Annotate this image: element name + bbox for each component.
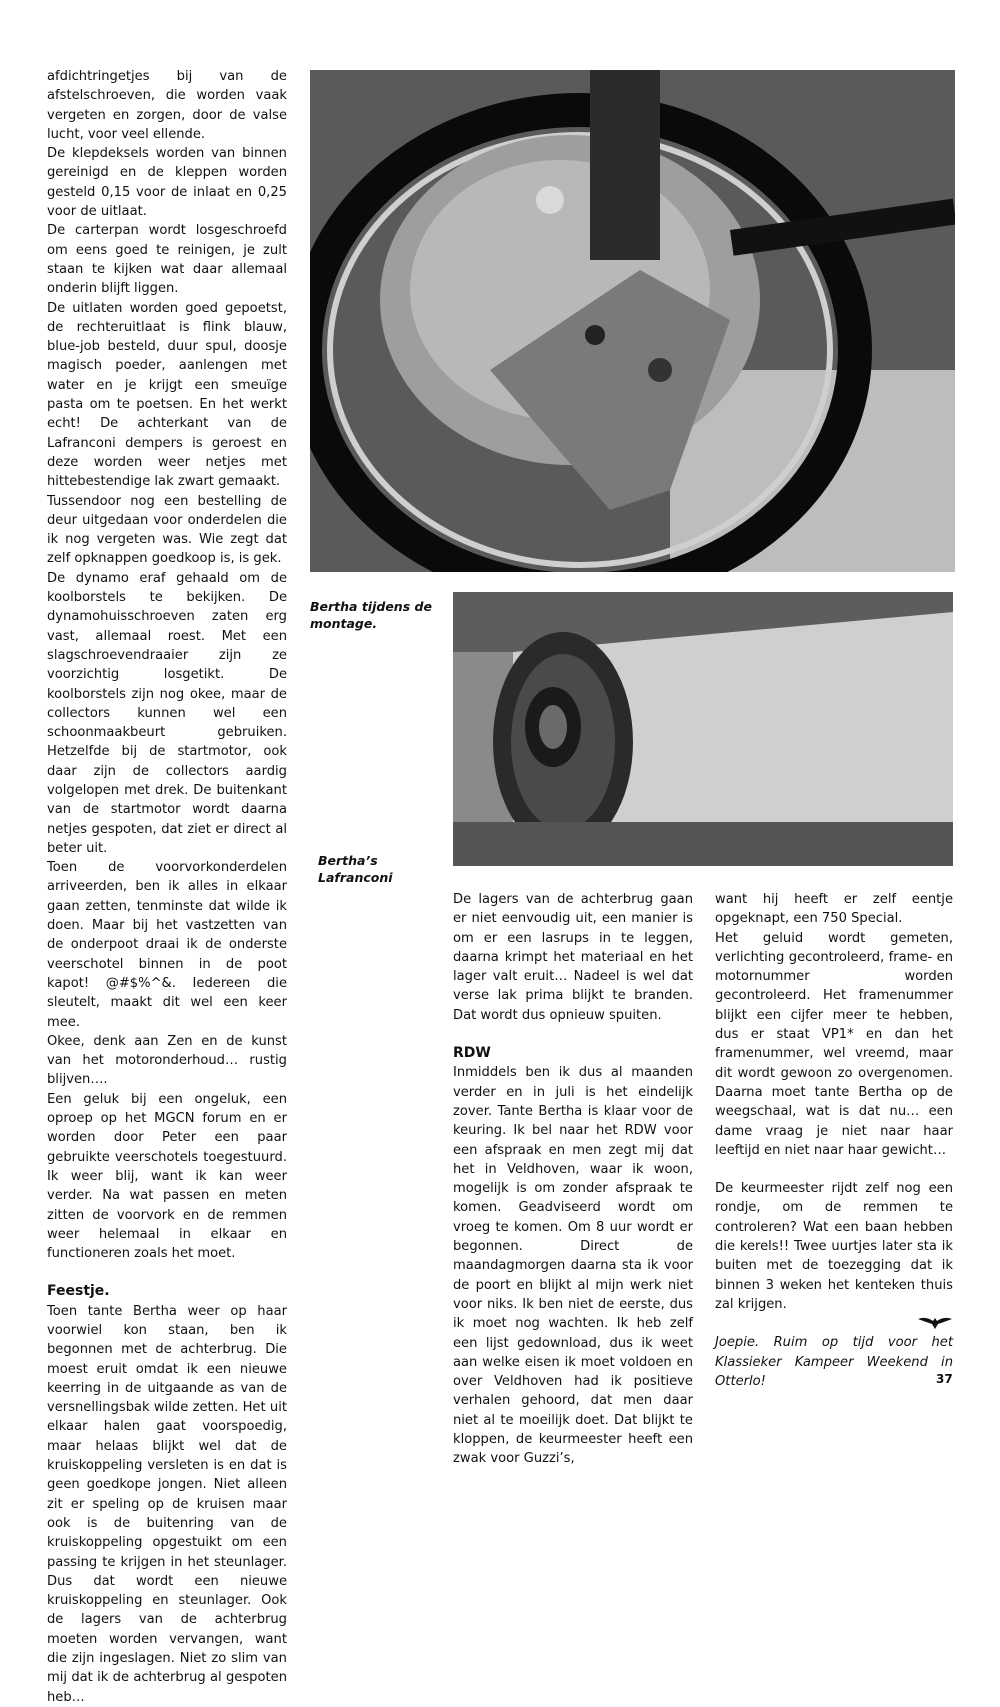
photo-caption: Bertha’s Lafranconi (318, 853, 393, 885)
exhaust-illustration (453, 592, 953, 866)
rear-wheel-illustration (310, 70, 955, 572)
paragraph: Toen tante Bertha weer op haar voorwiel kon staan, ben ik begonnen met de achterbrug. Die moest eruit omdat ik een nieuwe keerring in de uitgaande as van de versnellingsbak wilde zetten. Het uit elkaar halen gaat voorspoedig, maar helaas blijkt wel dat de kruiskoppeling versleten is en dat is geen goedkope jongen. Niet alleen zit er speling op de kruisen maar ook is de buitenring van de kruiskoppeling opgestuikt om een passing te krijgen in het steunlager. Dus dat wordt een nieuwe kruiskoppeling en steunlager. Ook de lagers van de achterbrug moeten worden vervangen, want die zijn ingeslagen. Niet zo slim van mij dat ik de achterbrug al gespoten heb… (47, 1303, 287, 1705)
text-column-left (47, 67, 287, 1707)
page-number: 37 (936, 1372, 953, 1386)
paragraph: De keurmeester rijdt zelf nog een rondje, om de remmen te controleren? Wat een baan hebben die kerels!! Twee uurtjes later sta ik buiten met de toezegging dat ik binnen 3 weken het kenteken thuis zal krijgen. (715, 1181, 953, 1312)
paragraph: want hij heeft er zelf eentje opgeknapt, een 750 Special. (715, 892, 953, 927)
closing-remark: Joepie. Ruim op tijd voor het Klassieker Kampeer Weekend in Otterlo! (715, 1335, 953, 1389)
paragraph: De lagers van de achterbrug gaan er niet eenvoudig uit, een manier is om er een lasrups in te leggen, daarna krimpt het materiaal en het lager valt eruit… Nadeel is wel dat verse lak prima blijkt te branden. Dat wordt dus opnieuw spuiten. (453, 892, 693, 1023)
paragraph: Inmiddels ben ik dus al maanden verder en in juli is het eindelijk zover. Tante Bertha is klaar voor de keuring. Ik bel naar het RDW voor een afspraak en men zegt mij dat het in Veldhoven, waar ik woon, mogelijk is om zonder afspraak te komen. Geadviseerd wordt om vroeg te komen. Om 8 uur wordt er begonnen. Direct de maandagmorgen daarna sta ik voor de poort en blijkt al mijn werk niet voor niks. Ik ben niet de eerste, dus ik moet nog wachten. Ik heb zelf een lijst gedownload, dus ik weet aan welke eisen ik moet voldoen en over Veldhoven had ik positieve verhalen gehoord, dat men daar niet al te moeilijk doet. Dat blijkt te kloppen, de keurmeester heeft een zwak voor Guzzi’s, (453, 1065, 693, 1467)
paragraph: Toen de voorvorkonderdelen arriveerden, ben ik alles in elkaar gaan zetten, tenminste dat wilde ik doen. Maar bij het vastzetten van de onderpoot draai ik de onderste veerschotel binnen in de poot kapot! @#$%^&. Iedereen die sleutelt, maakt dit wel een keer mee. (47, 860, 287, 1030)
paragraph: Het geluid wordt gemeten, verlichting gecontroleerd, frame- en motornummer worden gecontroleerd. Het framenummer blijkt een cijfer meer te hebben, dus er staat VP1* en dan het framenummer, wel vreemd, maar dit wordt gewoon zo overgenomen. Daarna moet tante Bertha op de weegschaal, wat is dat nu… een dame vraag je niet naar haar leeftijd en niet naar haar gewicht… (715, 930, 953, 1158)
paragraph: afdichtringetjes bij van de afstelschroeven, die worden vaak vergeten en zorgen, door de valse lucht, voor veel ellende. (47, 69, 287, 142)
paragraph: De dynamo eraf gehaald om de koolborstels te bekijken. De dynamohuisschroeven zaten erg vast, allemaal roest. Met een slagschroevendraaier zijn ze voorzichtig losgetikt. De koolborstels zijn nog okee, maar de collectors kunnen wel een schoonmaakbeurt gebruiken. Hetzelfde bij de startmotor, ook daar zijn de collectors aardig volgelopen met drek. De buitenkant van de startmotor wordt daarna netjes gespoten, dat ziet er direct al beter uit. (47, 570, 287, 856)
text-column-middle (453, 890, 693, 1469)
photo-rear-wheel-brake (310, 70, 955, 572)
paragraph: De uitlaten worden goed gepoetst, de rechteruitlaat is flink blauw, blue-job besteld, duur spul, doosje magisch poeder, aanlengen met water en je krijgt een smeuïge pasta om te poetsen. En het werkt echt! De achterkant van de Lafranconi dempers is geroest en deze worden weer netjes met hittebestendige lak zwart gemaakt. (47, 300, 287, 490)
eagle-logo-icon (918, 1316, 952, 1330)
paragraph: Tussendoor nog een bestelling de deur uitgedaan voor onderdelen die ik nog vergeten was. Wie zegt dat zelf opknappen goedkoop is, is gek. (47, 493, 287, 567)
paragraph: De klepdeksels worden van binnen gereinigd en de kleppen worden gesteld 0,15 voor de inlaat en 0,25 voor de uitlaat. (47, 146, 287, 220)
photo-caption: Bertha tijdens de montage. (310, 599, 432, 631)
paragraph: De carterpan wordt losgeschroefd om eens goed te reinigen, je zult staan te kijken wat daar allemaal onderin blijft liggen. (47, 223, 287, 297)
section-heading-rdw: RDW (453, 1045, 491, 1062)
paragraph: Een geluk bij een ongeluk, een oproep op het MGCN forum en er worden door Peter een paar gebruikte veerschotels toegestuurd. Ik weer blij, want ik kan weer verder. Na wat passen en meten zitten de voorvork en de remmen weer helemaal in elkaar en functioneren zoals het moet. (47, 1091, 287, 1262)
section-heading-feestje: Feestje. (47, 1283, 110, 1300)
paragraph: Okee, denk aan Zen en de kunst van het motoronderhoud… rustig blijven…. (47, 1033, 287, 1088)
photo-exhaust-lafranconi (453, 592, 953, 866)
